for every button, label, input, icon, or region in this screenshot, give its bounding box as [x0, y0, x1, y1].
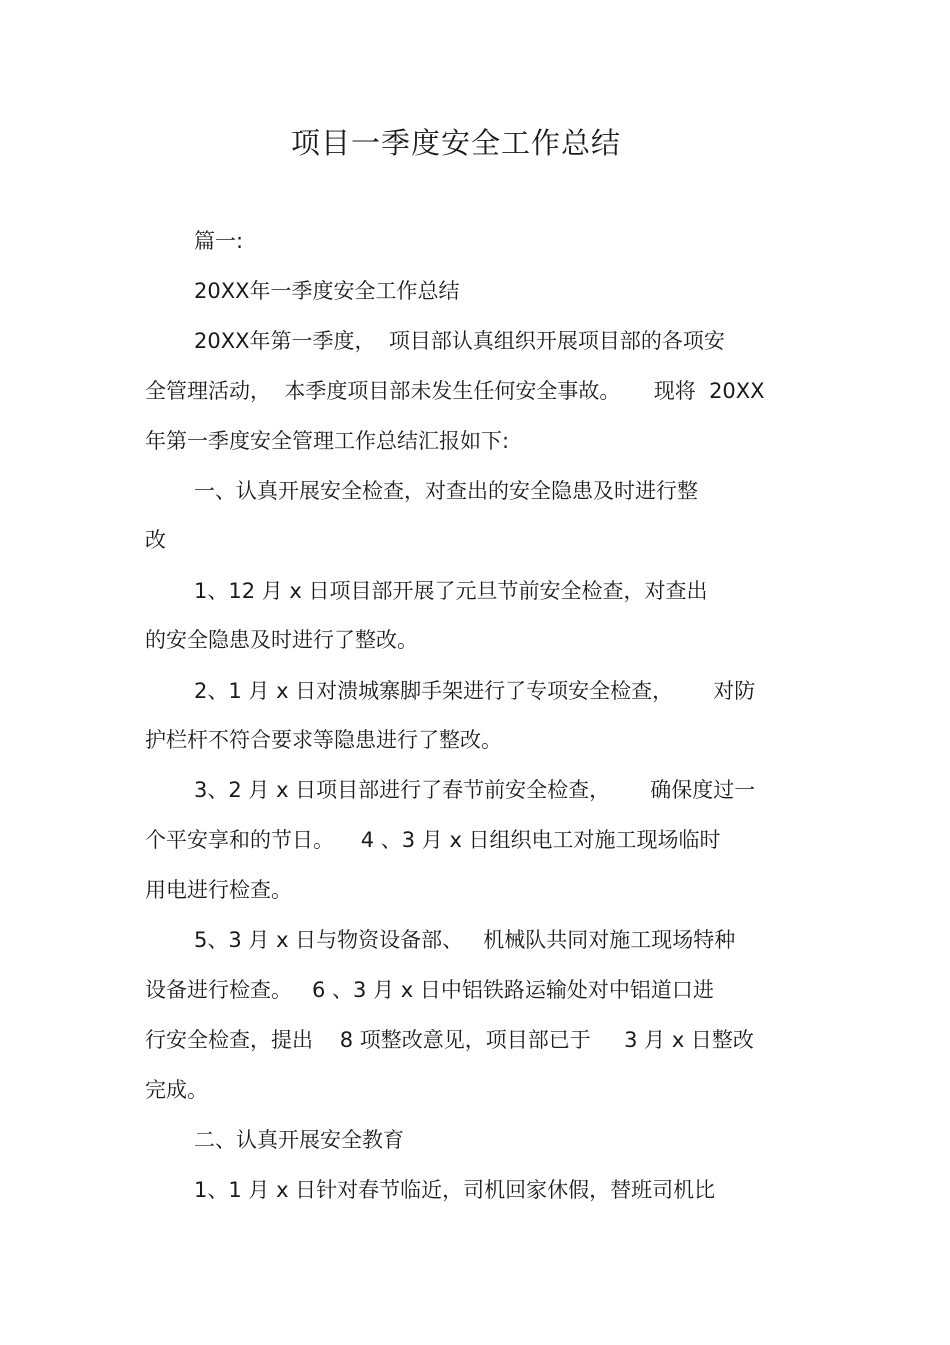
text-line: 一、认真开展安全检查，对查出的安全隐患及时进行整 — [194, 479, 698, 503]
text-line: 5、3 月 x 日与物资设备部、 机械队共同对施工现场特种 — [194, 928, 736, 952]
text-line: 20XX年第一季度， 项目部认真组织开展项目部的各项安 — [194, 329, 725, 353]
text-line: 二、认真开展安全教育 — [194, 1128, 404, 1152]
text-line: 个平安享和的节日。 4 、3 月 x 日组织电工对施工现场临时 — [145, 828, 721, 852]
text-line: 设备进行检查。 6 、3 月 x 日中铝铁路运输处对中铝道口进 — [145, 978, 714, 1002]
text-line: 年第一季度安全管理工作总结汇报如下: — [145, 429, 510, 453]
text-line: 完成。 — [145, 1078, 208, 1102]
document-title: 项目一季度安全工作总结 — [290, 126, 621, 160]
text-line: 护栏杆不符合要求等隐患进行了整改。 — [145, 728, 502, 752]
text-line: 20XX年一季度安全工作总结 — [194, 279, 460, 303]
text-line: 的安全隐患及时进行了整改。 — [145, 628, 418, 652]
text-line: 全管理活动， 本季度项目部未发生任何安全事故。 现将 20XX — [145, 379, 765, 403]
text-line: 1、1 月 x 日针对春节临近，司机回家休假，替班司机比 — [194, 1178, 716, 1202]
text-line: 改 — [145, 528, 166, 552]
text-line: 2、1 月 x 日对溃城寨脚手架进行了专项安全检查， 对防 — [194, 679, 756, 703]
text-line: 1、12 月 x 日项目部开展了元旦节前安全检查，对查出 — [194, 579, 708, 603]
text-line: 行安全检查，提出 8 项整改意见，项目部已于 3 月 x 日整改 — [145, 1028, 754, 1052]
text-line: 3、2 月 x 日项目部进行了春节前安全检查， 确保度过一 — [194, 778, 756, 802]
text-line: 用电进行检查。 — [145, 878, 292, 902]
text-line: 篇一: — [194, 229, 244, 253]
